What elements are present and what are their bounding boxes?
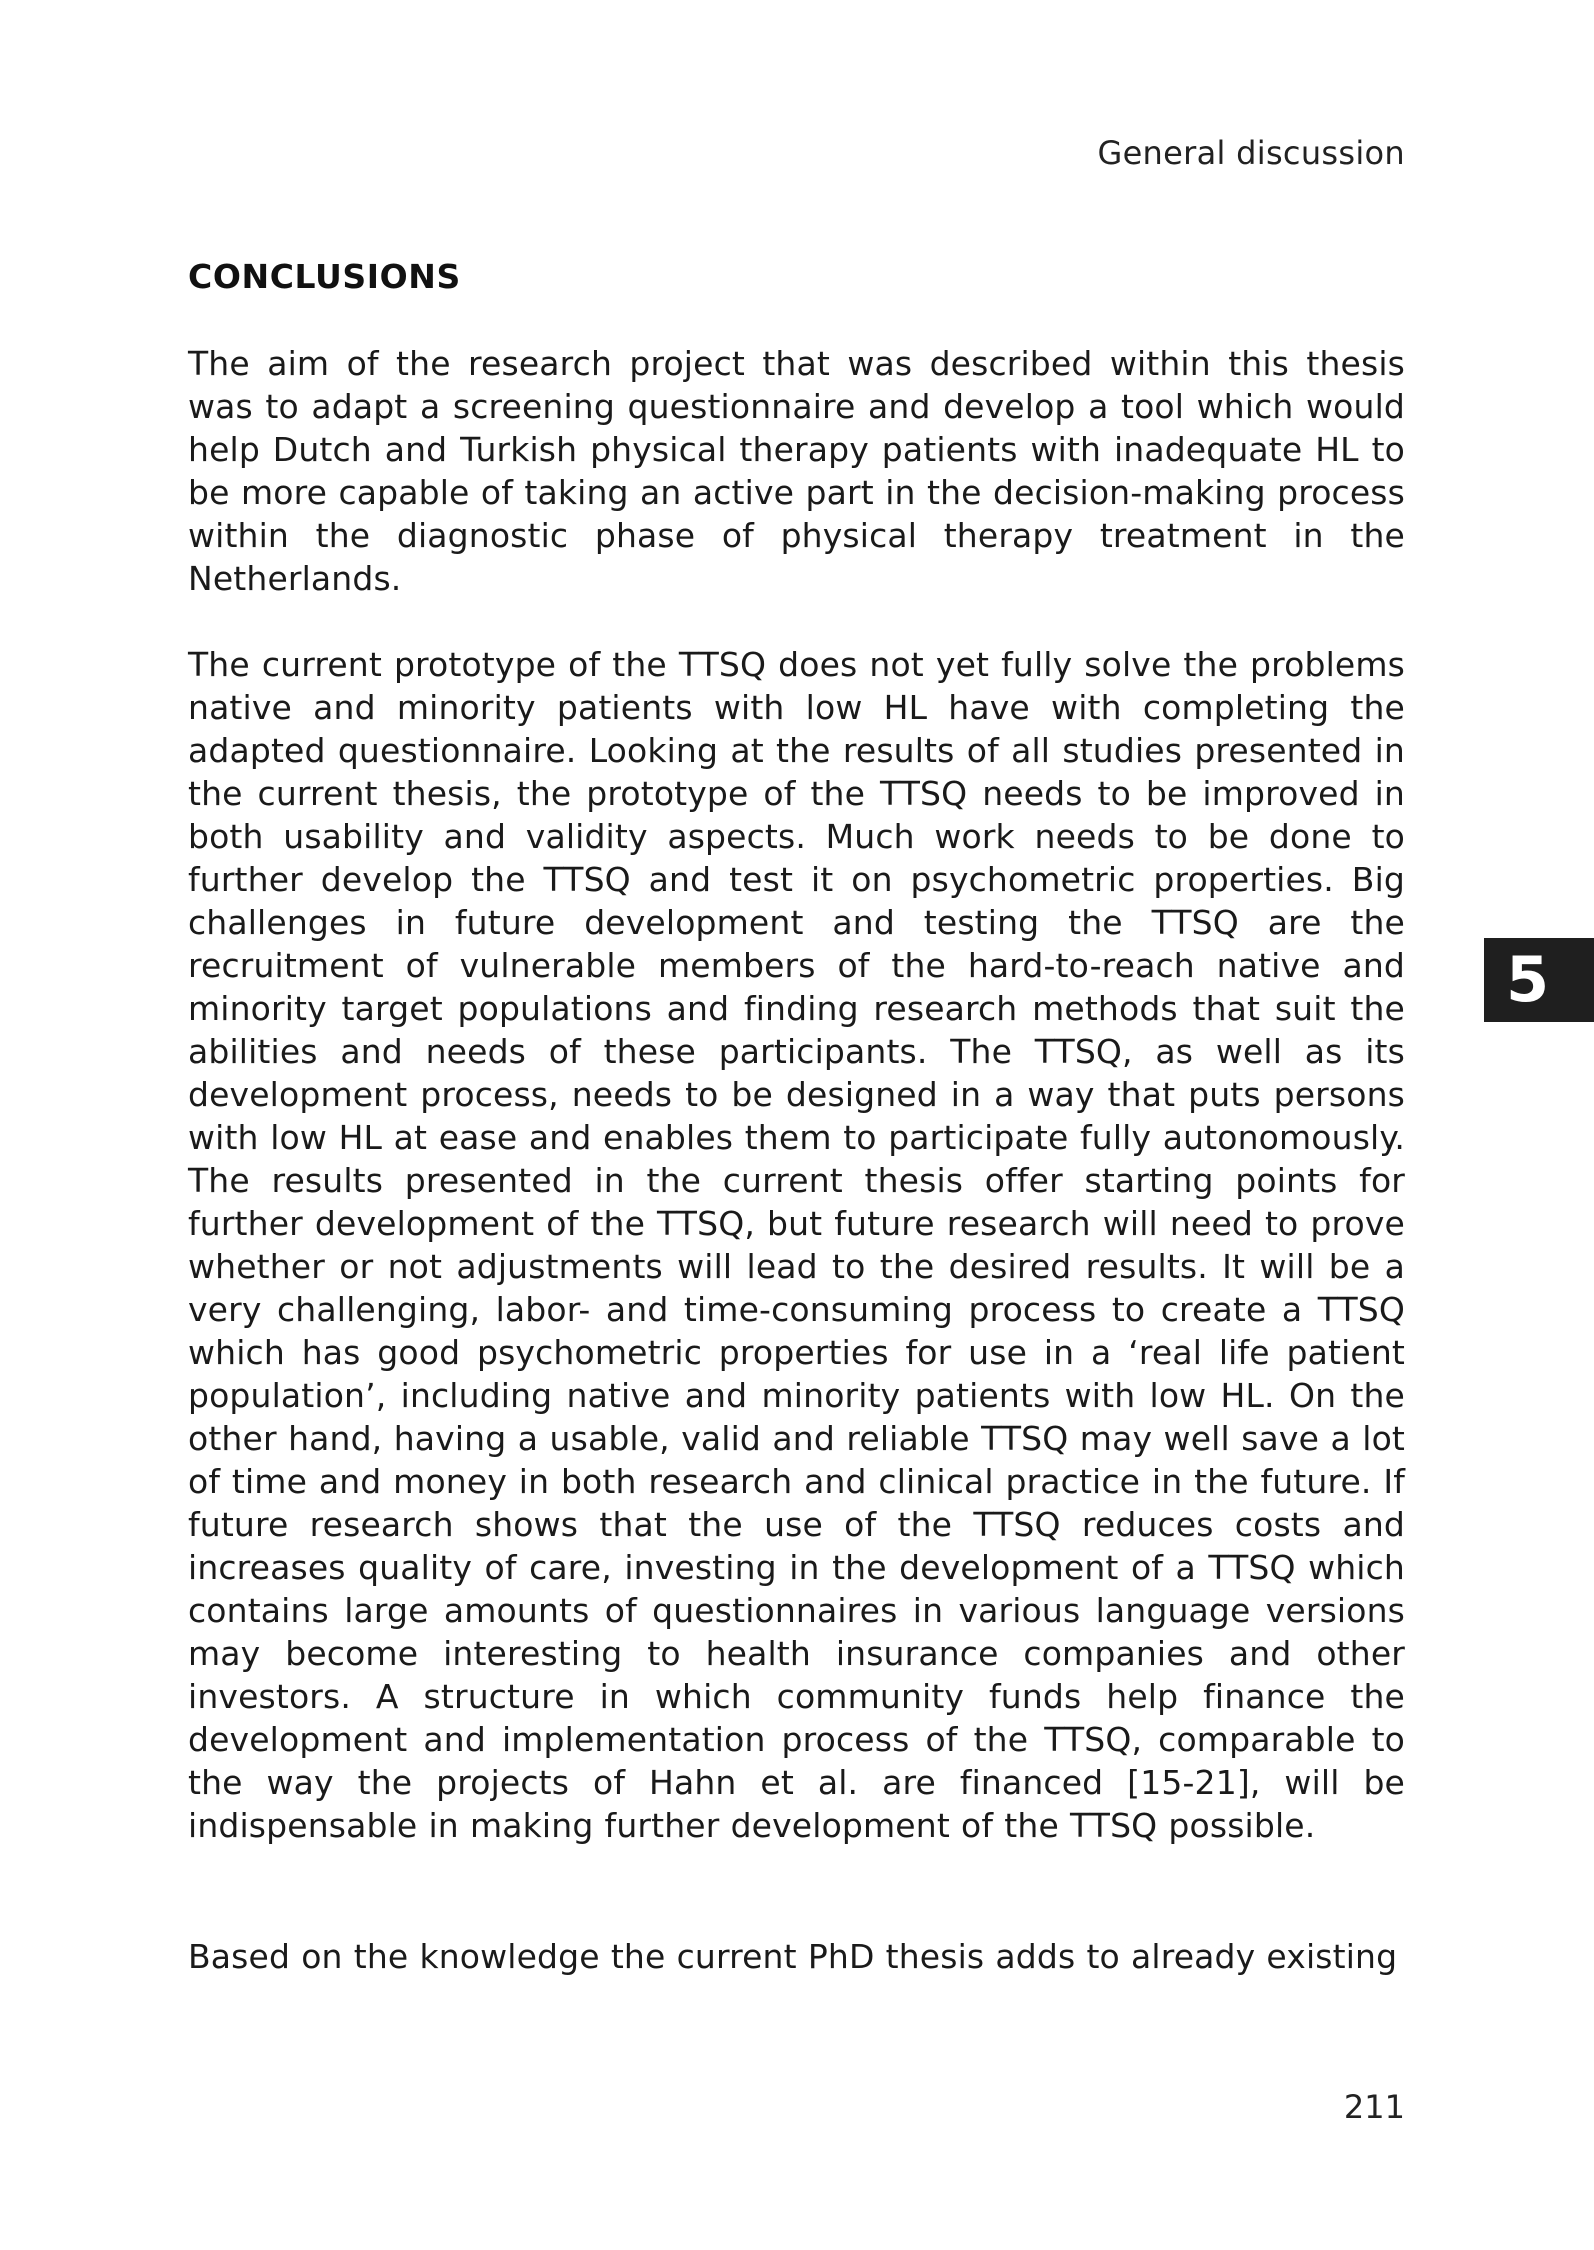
chapter-tab: 5: [1484, 938, 1594, 1022]
paragraph-aim: The aim of the research project that was described within this thesis was to adapt a screening questionnaire and develop a tool which would help Dutch and Turkish physical therapy patients with inadequate HL to be more capable of taking an active part in the decision-making process within the diagnostic phase of physical therapy treatment in the Netherlands.: [188, 344, 1405, 598]
page-number: 211: [1343, 2088, 1405, 2126]
paragraph-knowledge: Based on the knowledge the current PhD thesis adds to already existing: [188, 1937, 1398, 1976]
paragraph-prototype: The current prototype of the TTSQ does not yet fully solve the problems native and minority patients with low HL have with completing the adapted questionnaire. Looking at the results of all studies presented in the current thesis, the prototype of the TTSQ needs to be improved in both usability and validity aspects. Much work needs to be done to further develop the TTSQ and test it on psychometric properties. Big challenges in future development and testing the TTSQ are the recruitment of vulnerable members of the hard-to-reach native and minority target populations and finding research methods that suit the abilities and needs of these participants. The TTSQ, as well as its development process, needs to be designed in a way that puts persons with low HL at ease and enables them to participate fully autonomously. The results presented in the current thesis offer starting points for further development of the TTSQ, but future research will need to prove whether or not adjustments will lead to the desired results. It will be a very challenging, labor- and time-consuming process to create a TTSQ which has good psychometric properties for use in a ‘real life patient population’, including native and minority patients with low HL. On the other hand, having a usable, valid and reliable TTSQ may well save a lot of time and money in both research and clinical practice in the future. If future research shows that the use of the TTSQ reduces costs and increases quality of care, investing in the development of a TTSQ which contains large amounts of questionnaires in various language versions may become interesting to health insurance companies and other investors. A structure in which community funds help finance the development and implementation process of the TTSQ, comparable to the way the projects of Hahn et al. are financed [15-21], will be indispensable in making further development of the TTSQ possible.: [188, 645, 1405, 1845]
section-heading: CONCLUSIONS: [188, 257, 461, 296]
running-header: General discussion: [1097, 134, 1405, 172]
